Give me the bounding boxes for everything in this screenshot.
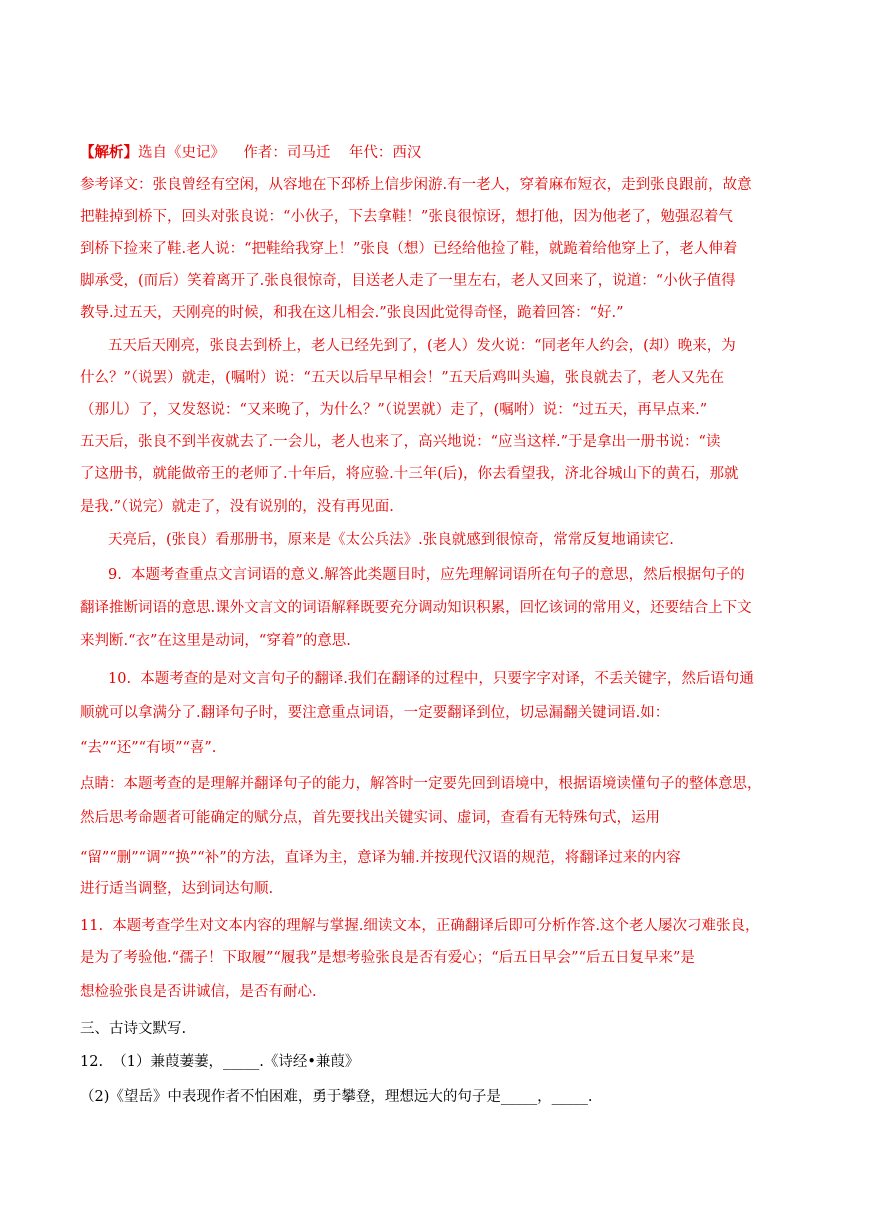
analysis-header	[80, 143, 795, 163]
translation-line: 把鞋掉到桥下，回头对张良说：“小伙子，下去拿鞋！”张良很惊讶，想打他，因为他老了，勉强忍着气	[80, 209, 733, 225]
q11-analysis-line: 11. 本题考查学生对文本内容的理解与掌握.细读文本，正确翻译后即可分析作答.这个老人屡次刁难张良，	[80, 918, 760, 934]
q11-analysis-line: 是为了考验他.“孺子！下取履”“履我”是想考验张良是否有爱心；“后五日早会”“后五日复早来”是	[80, 950, 695, 966]
translation-para2-line: （那儿）了，又发怒说：“又来晚了，为什么？”（说罢就）走了，(嘱咐）说：“过五天，再早点来.”	[80, 402, 708, 418]
q9-analysis-line: 来判断.“衣”在这里是动词，“穿着”的意思.	[80, 633, 351, 649]
q9-analysis-line: 翻译推断词语的意思.课外文言文的词语解释既要充分调动知识积累，回忆该词的常用义，还要结合上下文	[80, 600, 752, 616]
section-heading: 三、古诗文默写.	[80, 1021, 187, 1037]
dianjing-line: 点睛：本题考查的是理解并翻译句子的能力，解答时一定要先回到语境中，根据语境读懂句子的整体意思，	[80, 776, 762, 792]
q12-line1: 12. （1）兼葭萋萋，_____.《诗经•兼葭》	[80, 1054, 360, 1070]
translation-line: 参考译文：张良曾经有空闲，从容地在下邳桥上信步闲游.有一老人，穿着麻布短衣，走到张良跟前，故意	[80, 177, 752, 193]
translation-para3: 天亮后，(张良）看那册书，原来是《太公兵法》.张良就感到很惊奇，常常反复地诵读它.	[108, 532, 674, 548]
q10-analysis-line: 10. 本题考查的是对文言句子的翻译.我们在翻译的过程中，只要字字对译，不丢关键字，然后语句通	[108, 671, 754, 687]
q12-line2: （2)《望岳》中表现作者不怕困难，勇于攀登，理想远大的句子是_____，_____.	[80, 1089, 593, 1105]
q9-analysis-line: 9. 本题考查重点文言词语的意义.解答此类题目时，应先理解词语所在句子的意思，然后根据句子的	[108, 567, 745, 583]
translation-line: 脚承受，(而后）笑着离开了.张良很惊奇，目送老人走了一里左右，老人又回来了，说道：“小伙子值得	[80, 273, 736, 289]
q11-analysis-line: 想检验张良是否讲诚信，是否有耐心.	[80, 984, 317, 1000]
analysis-tag: 【解析】	[80, 144, 138, 161]
q10-analysis-line: “去”“还”“有顷”“喜”.	[80, 740, 217, 756]
translation-para2-line: 五天后，张良不到半夜就去了.一会儿，老人也来了，高兴地说：“应当这样.”于是拿出一册书说：“读	[80, 434, 721, 450]
translation-para2-line: 什么？”（说罢）就走，(嘱咐）说：“五天以后早早相会！”五天后鸡叫头遍，张良就去了，老人又先在	[80, 370, 725, 386]
translation-para2-line: 了这册书，就能做帝王的老师了.十年后，将应验.十三年(后)，你去看望我，济北谷城山下的黄石，那就	[80, 466, 739, 482]
translation-line: 教导.过五天，天刚亮的时候，和我在这儿相会.”张良因此觉得奇怪，跪着回答：“好.”	[80, 305, 624, 321]
translation-para2-line: 五天后天刚亮，张良去到桥上，老人已经先到了，(老人）发火说：“同老年人约会，(却）晚来，为	[108, 338, 736, 354]
dianjing-line: “留”“删”“调”“换”“补”的方法，直译为主，意译为辅.并按现代汉语的规范，将翻译过来的内容	[80, 850, 681, 866]
analysis-source: 选自《史记》 作者：司马迁 年代：西汉	[138, 145, 422, 161]
q10-analysis-line: 顺就可以拿满分了.翻译句子时，要注意重点词语，一定要翻译到位，切忌漏翻关键词语.如：	[80, 705, 670, 721]
translation-para2-line: 是我.”（说完）就走了，没有说别的，没有再见面.	[80, 499, 394, 515]
translation-line: 到桥下捡来了鞋.老人说：“把鞋给我穿上！”张良（想）已经给他捡了鞋，就跪着给他穿上了，老人伸着	[80, 241, 738, 257]
dianjing-line: 然后思考命题者可能确定的赋分点，首先要找出关键实词、虚词，查看有无特殊句式，运用	[80, 810, 660, 826]
dianjing-line: 进行适当调整，达到词达句顺.	[80, 881, 274, 897]
